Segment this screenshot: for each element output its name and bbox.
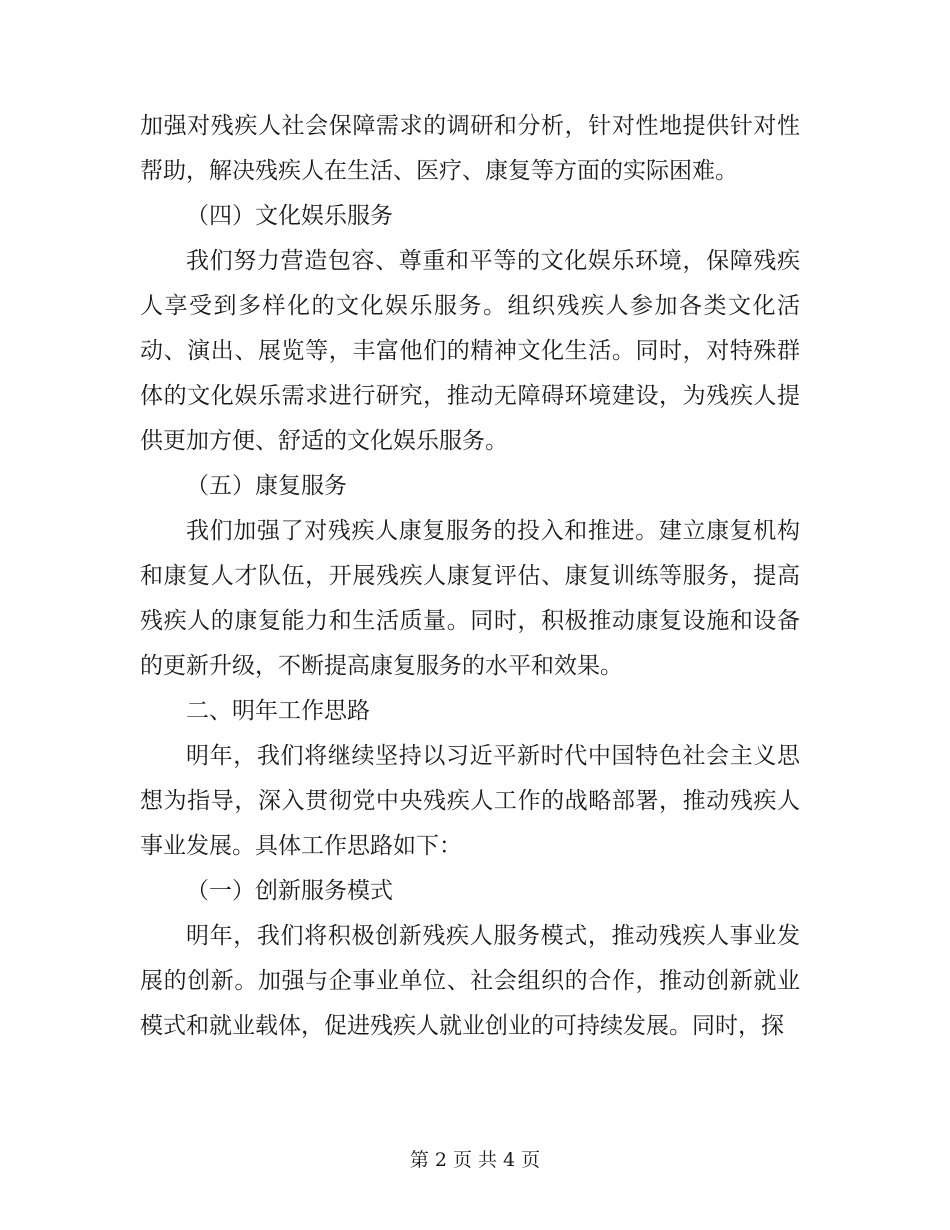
document-body [140,104,800,1049]
paragraph-innovation: 明年，我们将积极创新残疾人服务模式，推动残疾人事业发展的创新。加强与企事业单位、社会组织的合作，推动创新就业模式和就业载体，促进残疾人就业创业的可持续发展。同时，探 [140,923,800,1039]
paragraph-continuation: 加强对残疾人社会保障需求的调研和分析，针对性地提供针对性帮助，解决残疾人在生活、医疗、康复等方面的实际困难。 [140,113,800,184]
paragraph-rehab: 我们加强了对残疾人康复服务的投入和推进。建立康复机构和康复人才队伍，开展残疾人康复评估、康复训练等服务，提高残疾人的康复能力和生活质量。同时，积极推动康复设施和设备的更新升级，不断提高康复服务的水平和效果。 [140,518,800,679]
section-heading-next-year: 二、明年工作思路 [186,698,370,724]
section-heading-innovation: （一）创新服务模式 [186,878,393,904]
page-number-footer: 第 2 页 共 4 页 [409,1149,541,1171]
paragraph-next-year: 明年，我们将继续坚持以习近平新时代中国特色社会主义思想为指导，深入贯彻党中央残疾人工作的战略部署，推动残疾人事业发展。具体工作思路如下： [140,743,800,859]
section-heading-culture: （四）文化娱乐服务 [186,203,393,229]
section-heading-rehab: （五）康复服务 [186,473,347,499]
paragraph-culture: 我们努力营造包容、尊重和平等的文化娱乐环境，保障残疾人享受到多样化的文化娱乐服务。组织残疾人参加各类文化活动、演出、展览等，丰富他们的精神文化生活。同时，对特殊群体的文化娱乐需求进行研究，推动无障碍环境建设，为残疾人提供更加方便、舒适的文化娱乐服务。 [140,248,800,454]
